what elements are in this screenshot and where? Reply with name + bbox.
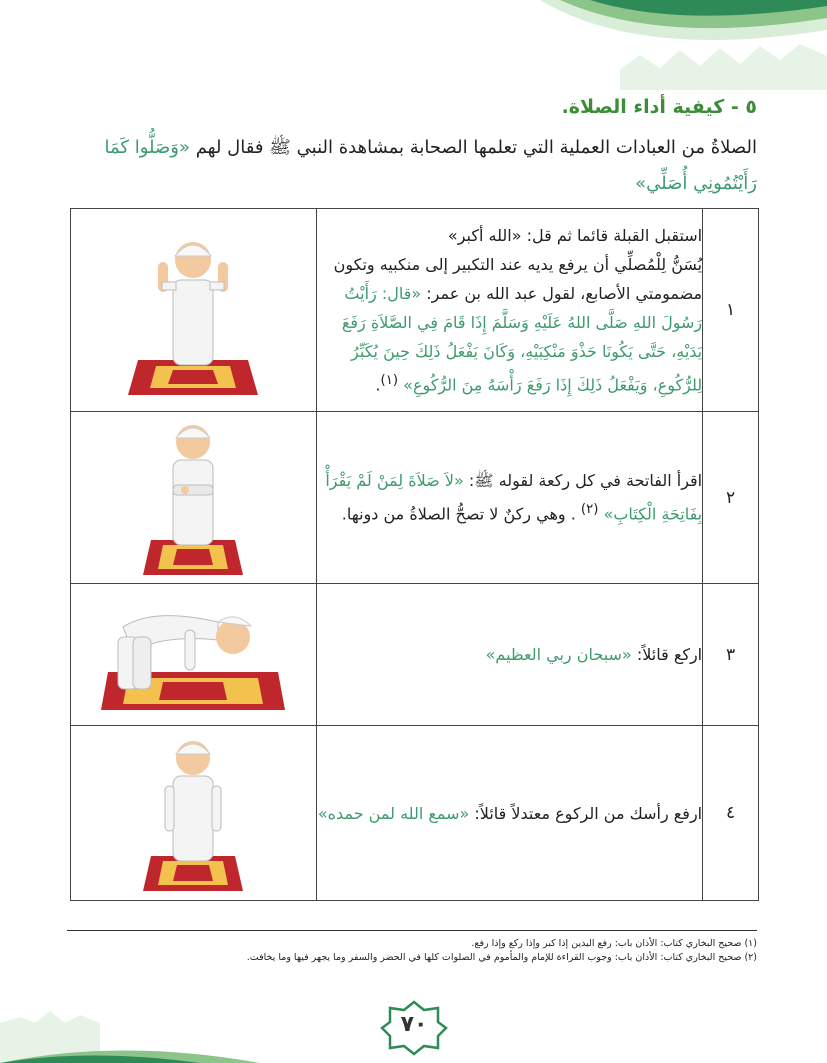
table-row bbox=[71, 412, 759, 584]
boy-hands-raised-illustration bbox=[118, 220, 268, 400]
step-line: . وهي ركنٌ لا تصحُّ الصلاةُ من دونها. bbox=[341, 504, 576, 524]
dhikr-quote: «سمع الله لمن حمده» bbox=[317, 803, 470, 823]
footnote-1: (١) صحيح البخاري كتاب: الأذان باب: رفع اليدين إذا كبر وإذا ركع وإذا رفع. bbox=[471, 938, 757, 949]
step-line: يُسَنُّ لِلْمُصلِّي أن يرفع يديه عند التكبير إلى منكبيه وتكون مضمومتي الأصابع، لقول عبد الله بن عمر: bbox=[333, 254, 703, 303]
footnote-2: (٢) صحيح البخاري كتاب: الأذان باب: وجوب القراءة للإمام والمأموم في الصلوات كلها في الحضر والسفر وما يجهر فيها وما يخافت. bbox=[246, 952, 757, 963]
step-illustration bbox=[71, 584, 317, 726]
footnote-ref: (١) bbox=[380, 372, 399, 388]
prayer-steps-table bbox=[70, 208, 759, 901]
step-text: استقبل القبلة قائما ثم قل: «الله أكبر» يُسَنُّ لِلْمُصلِّي أن يرفع يديه عند التكبير إلى منكبيه وتكون مضمومتي الأصابع، لقول عبد الله بن عمر: «قال: رَأَيْتُ رَسُولَ اللهِ صَلَّى اللهُ عَلَيْهِ وَسَلَّمَ إِذَا قَامَ فِي الصَّلاَةِ رَفَعَ يَدَيْهِ، حَتَّى يَكُونَا حَذْوَ مَنْكِبَيْهِ، وَكَانَ يَفْعَلُ ذَلِكَ حِينَ يُكَبِّرُ لِلرُّكُوعِ، وَيَفْعَلُ ذَلِكَ إِذَا رَفَعَ رَأْسَهُ مِنَ الرُّكُوعِ» $^{(١)}$. bbox=[316, 209, 702, 412]
table-row bbox=[71, 726, 759, 901]
boy-standing-illustration bbox=[133, 731, 253, 896]
step-number: ٣ bbox=[703, 584, 759, 726]
intro-paragraph bbox=[67, 130, 757, 202]
step-line: اركع قائلاً: bbox=[636, 645, 703, 664]
step-line: ارفع رأسك من الركوع معتدلاً قائلاً: bbox=[474, 803, 703, 823]
step-text bbox=[316, 726, 702, 901]
hadith-quote: «قال: رَأَيْتُ رَسُولَ اللهِ صَلَّى اللهُ عَلَيْهِ وَسَلَّمَ إِذَا قَامَ فِي الصَّلاَةِ رَفَعَ يَدَيْهِ، حَتَّى يَكُونَا حَذْوَ مَنْكِبَيْهِ، وَكَانَ يَفْعَلُ ذَلِكَ حِينَ يُكَبِّرُ لِلرُّكُوعِ، وَيَفْعَلُ ذَلِكَ إِذَا رَفَعَ رَأْسَهُ مِنَ الرُّكُوعِ» bbox=[341, 283, 703, 395]
intro-quote: «وَصَلُّوا كَمَا رَأَيْتُمُونِي أُصَلِّي» bbox=[104, 137, 757, 194]
header-decoration bbox=[0, 0, 827, 100]
step-text bbox=[316, 584, 702, 726]
step-text bbox=[316, 412, 702, 584]
step-number: ١ bbox=[703, 209, 759, 412]
page-number: ٧٠ bbox=[400, 1012, 428, 1037]
step-illustration bbox=[71, 726, 317, 901]
table-row bbox=[71, 209, 759, 412]
step-line: استقبل القبلة قائما ثم قل: «الله أكبر» bbox=[447, 225, 703, 245]
boy-bowing-illustration bbox=[93, 592, 293, 717]
section-heading: ٥ - كيفية أداء الصلاة. bbox=[561, 96, 757, 118]
footnote-ref: (٢) bbox=[580, 502, 599, 518]
step-illustration bbox=[71, 209, 317, 412]
table-row bbox=[71, 584, 759, 726]
boy-hands-folded-illustration bbox=[133, 415, 253, 580]
step-line: اقرأ الفاتحة في كل ركعة لقوله ﷺ: bbox=[468, 471, 703, 491]
hadith-quote: «لاَ صَلاَةَ لِمَنْ لَمْ يَقْرَأْ بِفَاتِحَةِ الْكِتَابِ» bbox=[325, 471, 703, 524]
page-number-badge bbox=[380, 1000, 448, 1056]
footnotes bbox=[67, 930, 757, 965]
step-number: ٤ bbox=[703, 726, 759, 901]
step-number: ٢ bbox=[703, 412, 759, 584]
dhikr-quote: «سبحان ربي العظيم» bbox=[485, 645, 632, 664]
step-illustration bbox=[71, 412, 317, 584]
intro-text: الصلاةُ من العبادات العملية التي تعلمها الصحابة بمشاهدة النبي ﷺ فقال لهم bbox=[195, 137, 757, 158]
